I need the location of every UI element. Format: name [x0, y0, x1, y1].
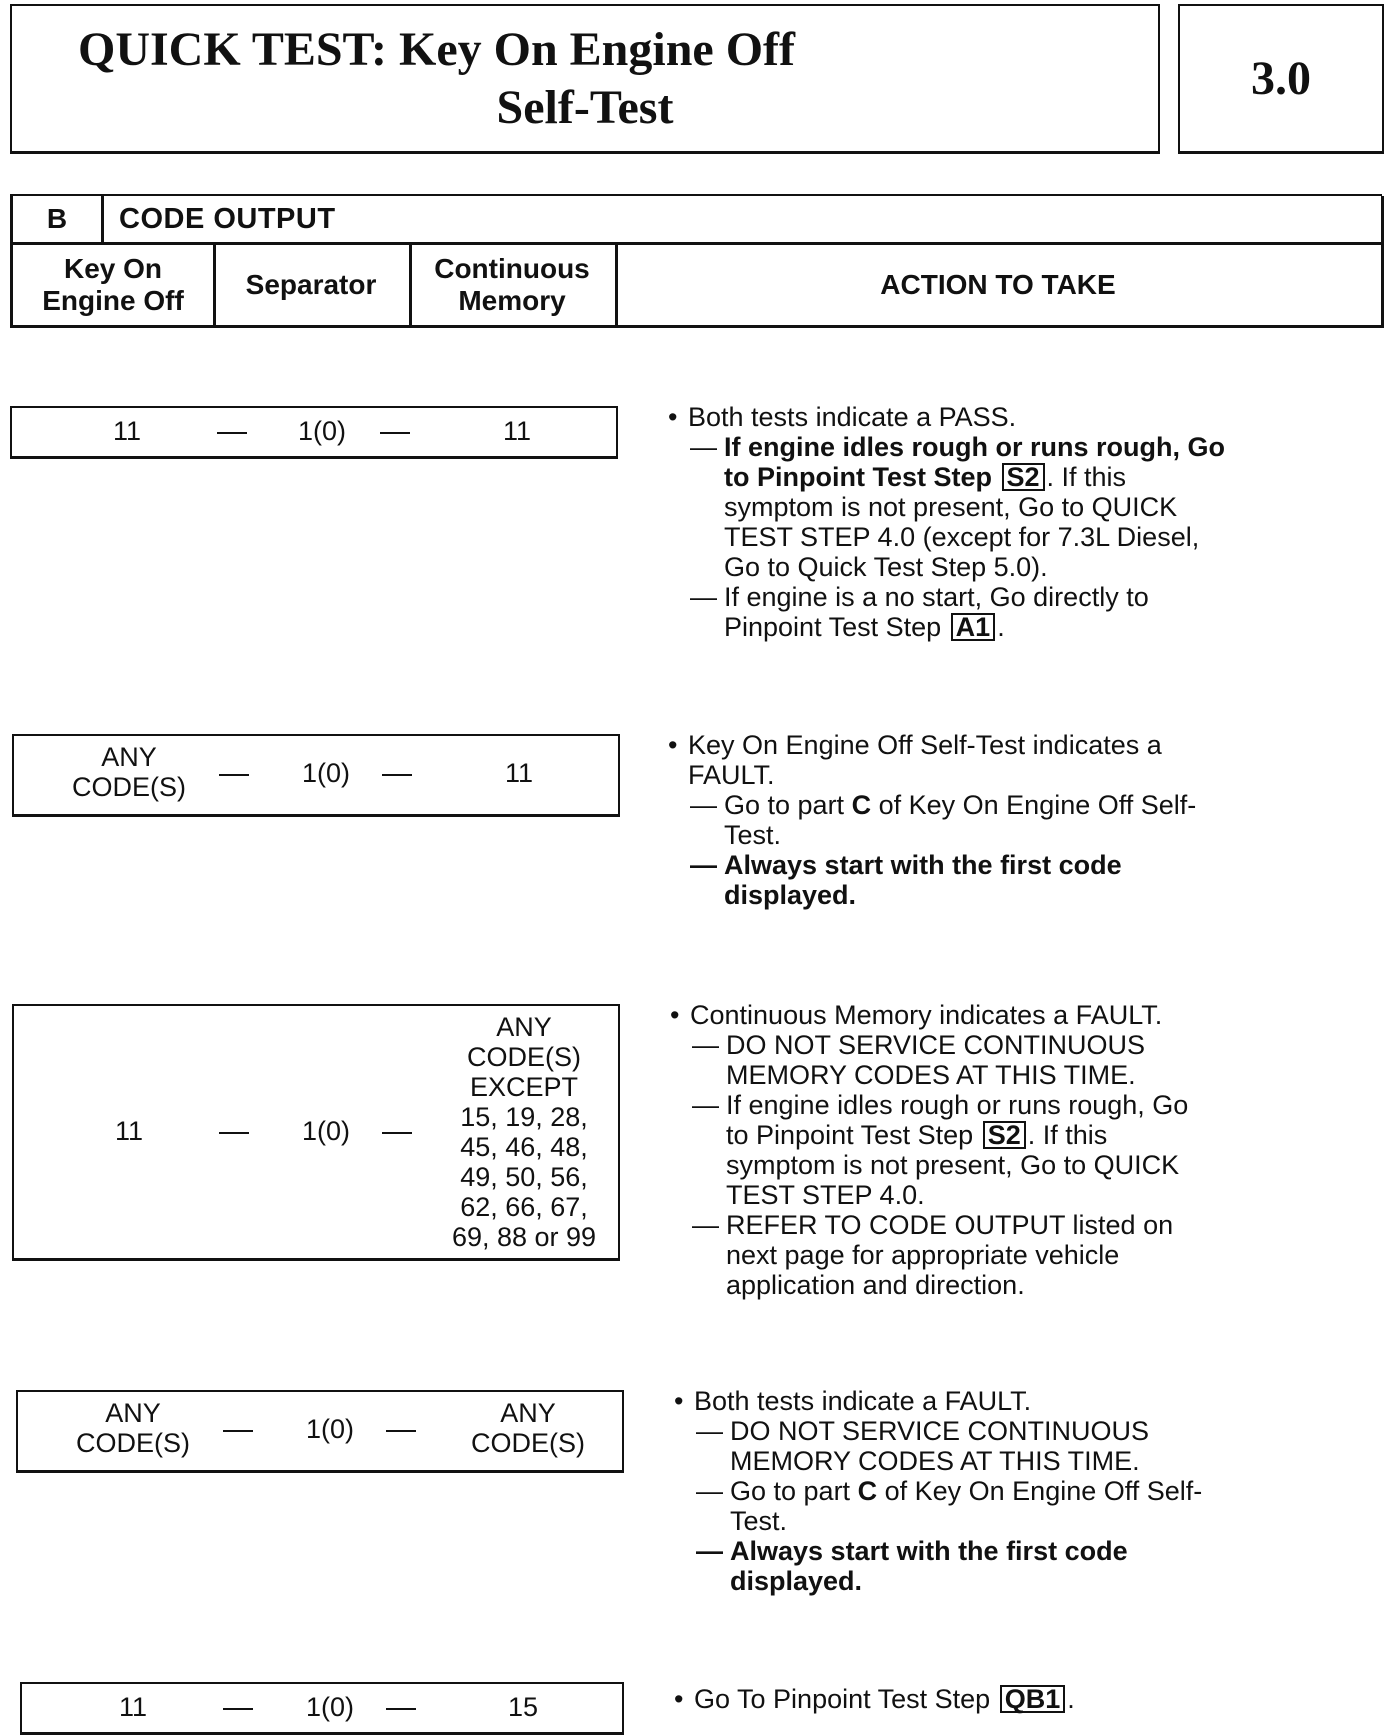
action-row-5	[674, 1684, 1374, 1714]
pinpoint-step-ref-a1: A1	[951, 613, 996, 641]
action-text: .	[1067, 1684, 1075, 1714]
action-subitem	[668, 850, 1368, 910]
action-text: If engine idles rough or runs rough, Go	[726, 1090, 1189, 1120]
dash-2	[386, 1708, 416, 1710]
action-text: Key On Engine Off Self-Test indicates a	[688, 730, 1162, 760]
action-row-1	[668, 402, 1368, 642]
action-text: Go to part	[724, 790, 845, 820]
dash-2	[386, 1430, 416, 1432]
koeo-code-line1: ANY	[105, 1398, 161, 1428]
action-text: TEST STEP 4.0 (except for 7.3L Diesel,	[724, 522, 1200, 552]
action-subitem	[670, 1030, 1370, 1090]
action-text: of Key On Engine Off Self-	[884, 1476, 1203, 1506]
column-header-koeo-line2: Engine Off	[42, 285, 184, 316]
column-header-continuous-memory	[409, 245, 618, 325]
page-title-line2: Self-Test	[496, 81, 674, 134]
action-text: If engine is a no start, Go directly to	[724, 582, 1149, 612]
pinpoint-step-ref-s2: S2	[983, 1121, 1026, 1149]
cm-code-line: 69, 88 or 99	[451, 1222, 597, 1252]
column-header-cm-line1: Continuous	[434, 253, 590, 284]
part-c-ref: C	[851, 790, 872, 820]
action-text: Test.	[724, 820, 782, 850]
action-subitem	[668, 432, 1368, 582]
action-text: TEST STEP 4.0.	[726, 1180, 925, 1210]
part-title: CODE OUTPUT	[119, 202, 336, 235]
section-number: 3.0	[1178, 4, 1384, 154]
action-text: Always start with the first code	[724, 850, 1122, 880]
cm-code-line: EXCEPT	[469, 1072, 579, 1102]
pinpoint-step-ref-qb1: QB1	[1000, 1685, 1066, 1713]
column-header-koeo-line1: Key On	[63, 253, 162, 284]
part-letter: B	[13, 196, 104, 242]
pinpoint-step-ref-s2: S2	[1002, 463, 1045, 491]
action-subitem	[670, 1210, 1370, 1300]
koeo-code: 11	[112, 416, 142, 446]
action-text: DO NOT SERVICE CONTINUOUS	[726, 1030, 1146, 1060]
cm-code-line: 49, 50, 56,	[460, 1162, 588, 1192]
action-text: of Key On Engine Off Self-	[878, 790, 1197, 820]
action-subitem	[674, 1416, 1374, 1476]
action-text: MEMORY CODES AT THIS TIME.	[726, 1060, 1136, 1090]
dash-2	[382, 774, 412, 776]
action-text: symptom is not present, Go to QUICK	[726, 1150, 1180, 1180]
action-text: Always start with the first code	[730, 1536, 1128, 1566]
cm-code-line: ANY	[496, 1012, 552, 1042]
action-subitem	[668, 790, 1368, 850]
cm-code-line2: CODE(S)	[471, 1428, 585, 1458]
dash-1	[219, 1132, 249, 1134]
separator-code: 1(0)	[305, 1692, 354, 1722]
koeo-code: 11	[118, 1692, 148, 1722]
action-text: displayed.	[724, 880, 857, 910]
action-text: to Pinpoint Test Step	[724, 462, 992, 492]
cm-code-line1: ANY	[500, 1398, 556, 1428]
koeo-code: 11	[114, 1116, 144, 1146]
separator-code: 1(0)	[305, 1414, 354, 1444]
action-text: Pinpoint Test Step	[724, 612, 942, 642]
koeo-code	[54, 742, 204, 802]
code-box-row-3	[12, 1004, 620, 1261]
action-text: Go to part	[730, 1476, 851, 1506]
action-bullet	[674, 1684, 1374, 1714]
code-box-row-2	[12, 734, 620, 817]
action-text: FAULT.	[688, 760, 775, 790]
separator-code: 1(0)	[297, 416, 346, 446]
column-header-cm-line2: Memory	[458, 285, 566, 316]
action-bullet	[668, 730, 1368, 790]
action-text: REFER TO CODE OUTPUT listed on	[726, 1210, 1174, 1240]
koeo-code-line2: CODE(S)	[76, 1428, 190, 1458]
page-title-line1: QUICK TEST: Key On Engine Off	[78, 23, 795, 76]
action-text: application and direction.	[726, 1270, 1025, 1300]
action-row-3	[670, 1000, 1370, 1300]
cm-code-line: 62, 66, 67,	[460, 1192, 588, 1222]
column-header-separator: Separator	[213, 245, 412, 325]
koeo-code-line1: ANY	[101, 742, 157, 772]
action-text: next page for appropriate vehicle	[726, 1240, 1120, 1270]
cm-code-line: 45, 46, 48,	[460, 1132, 588, 1162]
koeo-code-line2: CODE(S)	[72, 772, 186, 802]
action-text: displayed.	[730, 1566, 863, 1596]
action-text: . If this	[1046, 462, 1127, 492]
action-text: .	[997, 612, 1005, 642]
cm-code: 11	[502, 416, 532, 446]
action-subitem	[674, 1536, 1374, 1596]
part-c-ref: C	[857, 1476, 878, 1506]
cm-code: 11	[504, 758, 534, 788]
cm-code-line: CODE(S)	[467, 1042, 581, 1072]
dash-1	[223, 1430, 253, 1432]
action-text: Test.	[730, 1506, 788, 1536]
cm-code	[438, 1398, 618, 1458]
code-output-header	[10, 196, 1384, 328]
action-subitem	[670, 1090, 1370, 1210]
separator-code: 1(0)	[301, 1116, 350, 1146]
action-text: MEMORY CODES AT THIS TIME.	[730, 1446, 1140, 1476]
action-bullet: • Continuous Memory indicates a FAULT.	[670, 1000, 1370, 1030]
dash-1	[219, 774, 249, 776]
action-text: Go To Pinpoint Test Step	[694, 1684, 991, 1714]
action-text: . If this	[1027, 1120, 1108, 1150]
action-text: symptom is not present, Go to QUICK	[724, 492, 1178, 522]
header-part-row	[13, 196, 1381, 245]
code-box-row-4	[16, 1390, 624, 1473]
dash-2	[382, 1132, 412, 1134]
dash-2	[380, 432, 410, 434]
action-row-2	[668, 730, 1368, 910]
action-subitem	[668, 582, 1368, 642]
dash-1	[223, 1708, 253, 1710]
koeo-code	[58, 1398, 208, 1458]
column-header-action: ACTION TO TAKE	[880, 269, 1116, 300]
action-text: DO NOT SERVICE CONTINUOUS	[730, 1416, 1150, 1446]
code-box-row-5	[20, 1682, 624, 1735]
action-text: If engine idles rough or runs rough, Go	[724, 432, 1226, 462]
action-bullet: • Both tests indicate a FAULT.	[674, 1386, 1374, 1416]
action-text: Go to Quick Test Step 5.0).	[724, 552, 1048, 582]
dash-1	[217, 432, 247, 434]
cm-code-line: 15, 19, 28,	[460, 1102, 588, 1132]
action-bullet: • Both tests indicate a PASS.	[668, 402, 1368, 432]
action-text: to Pinpoint Test Step	[726, 1120, 974, 1150]
action-row-4	[674, 1386, 1374, 1596]
column-header-koeo	[13, 245, 216, 325]
action-subitem	[674, 1476, 1374, 1536]
cm-code-list	[434, 1012, 614, 1252]
separator-code: 1(0)	[301, 758, 350, 788]
title-box	[10, 4, 1160, 154]
cm-code: 15	[507, 1692, 539, 1722]
code-box-row-1	[10, 406, 618, 459]
